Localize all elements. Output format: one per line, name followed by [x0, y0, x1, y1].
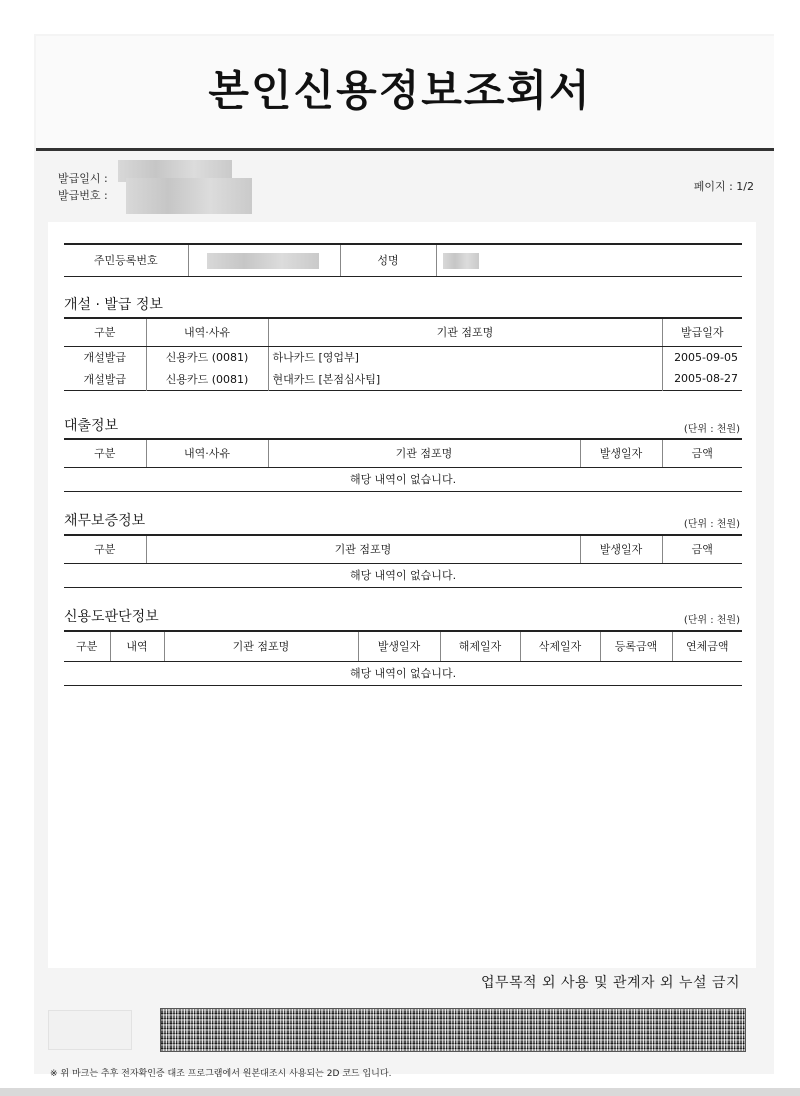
default-header-reg-amount: 등록금액	[600, 631, 672, 661]
loan-unit: (단위 : 천원)	[683, 424, 740, 435]
opening-section-title: 개설 · 발급 정보	[64, 297, 163, 313]
2d-barcode	[160, 1008, 746, 1052]
default-header-overdue-amount: 연체금액	[672, 631, 742, 661]
table-row	[64, 346, 742, 368]
guarantee-header-type: 구분	[64, 535, 146, 563]
document-title: 본인신용정보조회서	[208, 66, 592, 115]
loan-header-amount: 금액	[662, 439, 742, 467]
title-divider	[36, 148, 774, 151]
opening-header-institution: 기관 점포명	[268, 318, 662, 346]
guarantee-empty-message: 해당 내역이 없습니다.	[64, 563, 742, 587]
redacted-name	[443, 253, 479, 269]
redacted-rrn	[207, 253, 319, 269]
loan-header-detail: 내역·사유	[146, 439, 268, 467]
default-header-institution: 기관 점포명	[164, 631, 358, 661]
identity-table	[64, 243, 742, 277]
name-label: 성명	[340, 244, 436, 276]
opening-row-date: 2005-08-27	[662, 368, 742, 390]
guarantee-section-title: 채무보증정보	[64, 513, 146, 529]
opening-header-detail: 내역·사유	[146, 318, 268, 346]
opening-header-type: 구분	[64, 318, 146, 346]
page-number: 페이지 : 1/2	[693, 180, 754, 193]
loan-section-title: 대출정보	[64, 418, 119, 434]
qr-code-placeholder	[48, 1010, 132, 1050]
opening-row-type: 개설발급	[83, 372, 126, 386]
guarantee-unit: (단위 : 천원)	[683, 519, 740, 530]
default-header-type: 구분	[64, 631, 110, 661]
guarantee-empty-row	[64, 563, 742, 587]
default-empty-message: 해당 내역이 없습니다.	[64, 661, 742, 685]
default-header-detail: 내역	[110, 631, 164, 661]
guarantee-header-institution: 기관 점포명	[146, 535, 580, 563]
default-empty-row	[64, 661, 742, 685]
confidentiality-warning: 업무목적 외 사용 및 관계자 외 누설 금지	[480, 975, 740, 991]
opening-header-row	[64, 318, 742, 346]
default-header-release-date: 해제일자	[440, 631, 520, 661]
default-header-delete-date: 삭제일자	[520, 631, 600, 661]
page-edge	[0, 1088, 800, 1096]
guarantee-header-amount: 금액	[662, 535, 742, 563]
opening-row-detail: 신용카드 (0081)	[146, 346, 268, 368]
name-value	[436, 244, 742, 276]
opening-row-detail: 신용카드 (0081)	[146, 368, 268, 390]
opening-row-institution: 현대카드 [본점심사팀]	[268, 368, 662, 390]
loan-table	[64, 438, 742, 492]
loan-empty-row	[64, 467, 742, 491]
opening-row-date: 2005-09-05	[662, 346, 742, 368]
default-unit: (단위 : 천원)	[683, 615, 740, 626]
default-section-title: 신용도판단정보	[64, 609, 159, 625]
default-header-row	[64, 631, 742, 661]
opening-table	[64, 317, 742, 391]
loan-empty-message: 해당 내역이 없습니다.	[64, 467, 742, 491]
guarantee-header-row	[64, 535, 742, 563]
table-row	[64, 368, 742, 390]
barcode-footnote: ※ 위 마크는 추후 전자확인증 대조 프로그램에서 원본대조시 사용되는 2D 코드 입니다.	[50, 1069, 392, 1079]
rrn-value	[188, 244, 340, 276]
issue-info	[58, 170, 108, 204]
guarantee-table	[64, 534, 742, 588]
issue-date-label: 발급일시 :	[58, 172, 108, 185]
loan-header-date: 발생일자	[580, 439, 662, 467]
opening-header-date: 발급일자	[662, 318, 742, 346]
loan-header-institution: 기관 점포명	[268, 439, 580, 467]
rrn-label: 주민등록번호	[64, 244, 188, 276]
default-table	[64, 630, 742, 686]
redacted-issue-number	[126, 178, 252, 214]
guarantee-header-date: 발생일자	[580, 535, 662, 563]
opening-row-type: 개설발급	[83, 351, 126, 365]
issue-number-label: 발급번호 :	[58, 189, 108, 202]
loan-header-type: 구분	[64, 439, 146, 467]
loan-header-row	[64, 439, 742, 467]
default-header-occur-date: 발생일자	[358, 631, 440, 661]
opening-row-institution: 하나카드 [영업부]	[268, 346, 662, 368]
